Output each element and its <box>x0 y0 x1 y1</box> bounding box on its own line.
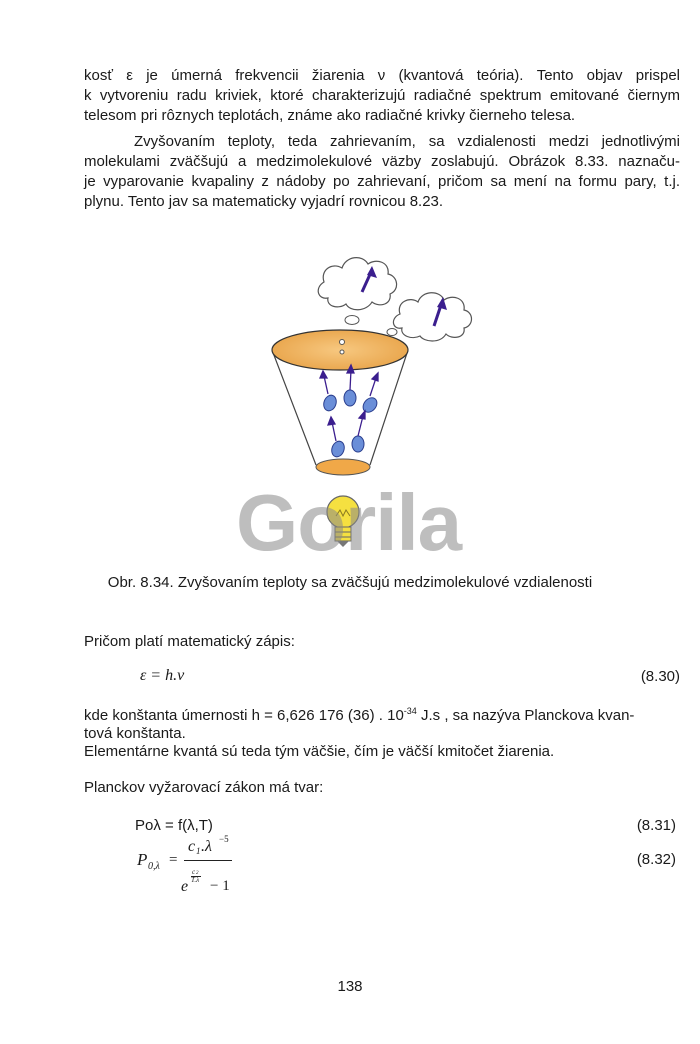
text-line: je vyparovanie kvapaliny z nádoby po zahrievaní, pričom sa mení na formu pary, t.j. <box>84 173 680 190</box>
eq-subscript: 0,λ <box>148 861 160 872</box>
intro-text: Pričom platí matematický zápis: <box>84 633 295 650</box>
bubble-icon <box>345 316 359 325</box>
equation-number: (8.31) <box>636 817 676 834</box>
text-line: kosť ε je úmerná frekvencii žiarenia ν (kvantová teória). Tento objav prispel <box>84 67 680 84</box>
eq-symbol: − 1 <box>210 878 230 894</box>
planck-law-intro: Planckov vyžarovací zákon má tvar: <box>84 779 324 796</box>
equation-8-30: ε = h.ν <box>140 667 185 684</box>
text-line: plynu. Tento jav sa matematicky vyjadrí rovnicou 8.23. <box>84 193 444 210</box>
text-line: Zvyšovaním teploty, teda zahrievaním, sa vzdialenosti medzi jednotlivými <box>134 133 680 150</box>
container-opening <box>272 330 408 370</box>
eq-symbol: .λ <box>201 838 212 855</box>
text-line: molekulami zväčšujú a medzimolekulové väzby zoslabujú. Obrázok 8.33. naznaču- <box>84 153 680 170</box>
equation-number: (8.32) <box>636 851 676 868</box>
planck-constant-text <box>84 707 680 724</box>
watermark-logo: Gorila <box>236 478 462 567</box>
paragraph-1 <box>84 66 680 126</box>
eq-exponent: −5 <box>219 834 229 844</box>
text-line: Elementárne kvantá sú teda tým väčšie, čím je väčší kmitočet žiarenia. <box>84 743 555 760</box>
text-line: k vytvoreniu radu kriviek, ktoré charakterizujú radiačné spektrum emitované čiernym <box>84 87 680 104</box>
fraction-bar <box>184 860 232 861</box>
eq-symbol: T.λ <box>191 876 200 884</box>
text-segment: kde konštanta úmernosti h = 6,626 176 (36) . 10 <box>84 707 404 724</box>
figure-caption: Obr. 8.34. Zvyšovaním teploty sa zväčšujú medzimolekulové vzdialenosti <box>107 574 593 591</box>
eq-symbol: = <box>169 852 178 868</box>
cloud-right <box>393 293 471 341</box>
equation-8-31: Poλ = f(λ,T) <box>135 817 213 834</box>
eq-subscript: 1 <box>196 846 201 856</box>
bubble-icon <box>387 329 397 336</box>
cloud-left <box>318 258 396 310</box>
page-number: 138 <box>337 978 363 995</box>
liquid-surface <box>316 459 370 475</box>
eq-symbol: c <box>192 868 196 876</box>
paragraph-2 <box>84 132 680 212</box>
exponent: -34 <box>403 706 417 716</box>
text-line: telesom pri rôznych teplotách, známe ako radiačné krivky čierneho telesa. <box>84 107 576 124</box>
text-line: tová konštanta. <box>84 725 186 742</box>
equation-number: (8.30) <box>640 668 680 685</box>
eq-symbol: e <box>181 878 189 895</box>
eq-symbol: P <box>137 850 148 869</box>
text-segment: J.s , sa nazýva Planckova kvan- <box>416 707 635 724</box>
eq-symbol: c <box>188 838 196 855</box>
eq-subscript: 2 <box>196 871 199 876</box>
